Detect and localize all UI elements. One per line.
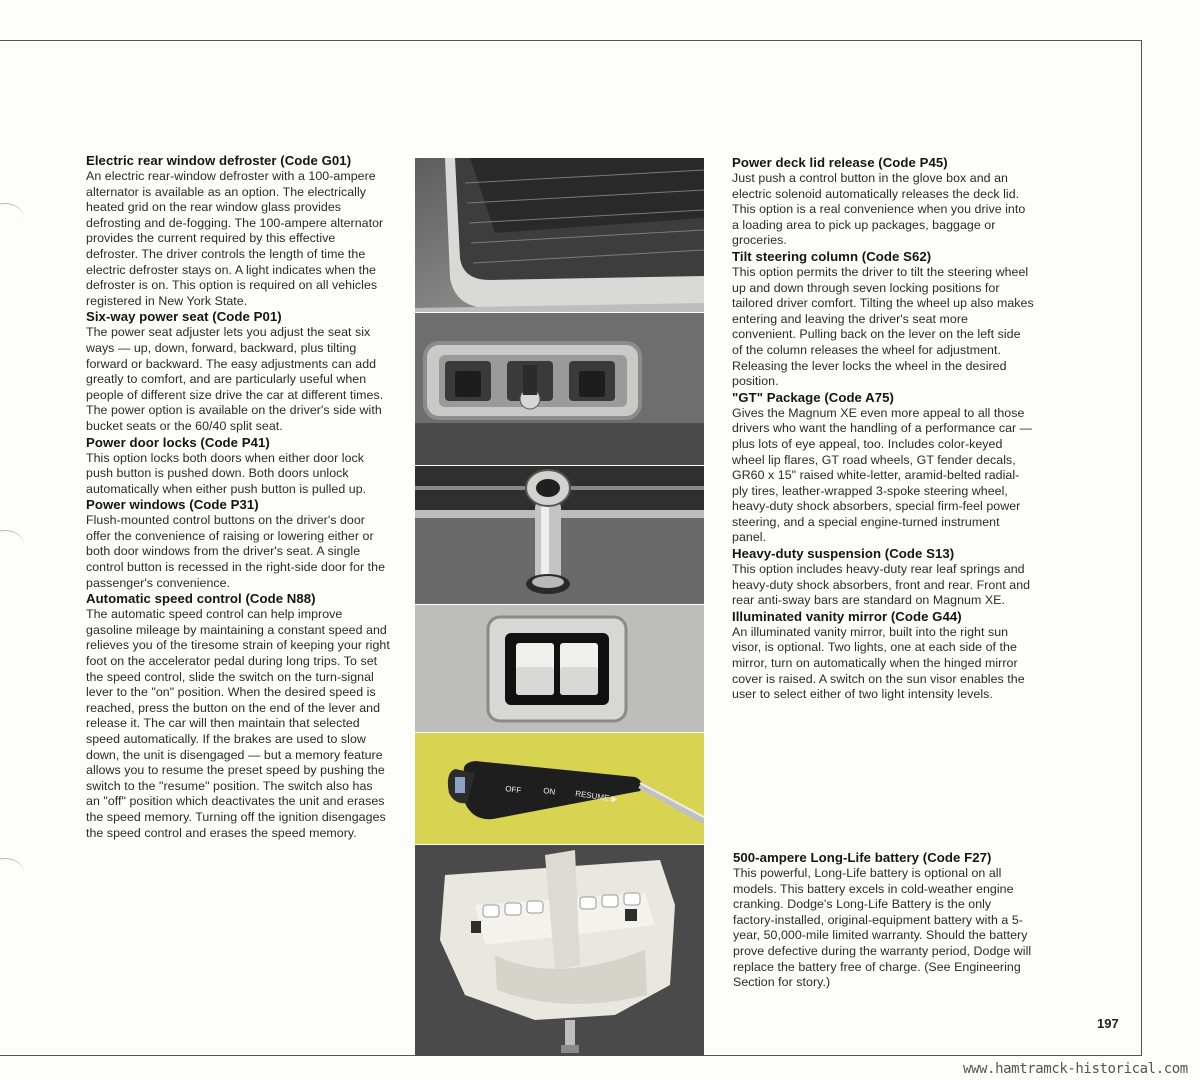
option-heading: Tilt steering column (Code S62) bbox=[732, 248, 932, 264]
top-border bbox=[0, 40, 1141, 41]
option-description: An illuminated vanity mirror, built into the right sun visor, is optional. Two lights, one at each side of the mirror, turn on automatically when the hinged mirror cover is raised. A switch on the sun visor enables the user to select either of two light intensity levels. bbox=[732, 624, 1025, 702]
option-heading: Electric rear window defroster (Code G01) bbox=[86, 153, 352, 168]
option-description: The automatic speed control can help improve gasoline mileage by maintaining a constant speed and relieves you of the tiresome strain of keeping your right foot on the accelerator pedal during long trips. To set the speed control, slide the switch on the turn-signal lever to the "on" position. When the desired speed is reached, press the button on the end of the lever and release it. The car will then maintain that selected speed automatically. If the brakes are used to slow down, the unit is disengaged — but a memory feature allows you to resume the preset speed by pushing the switch to the "resume" position. The switch also has an "off" position which deactivates the unit and erases the speed memory. Turning off the ignition disengages the speed control and erases the speed memory. bbox=[86, 607, 390, 840]
option-description: Just push a control button in the glove box and an electric solenoid automatically releases the deck lid. This option is a real convenience when you drive into a loading area to pick up packages, baggage or groceries. bbox=[732, 171, 1026, 248]
power-seat-switch-photo bbox=[415, 313, 704, 465]
option-description: This option includes heavy-duty rear leaf springs and heavy-duty shock absorbers, front and rear. Front and rear anti-sway bars are standard on Magnum XE. bbox=[732, 562, 1031, 608]
speed-control-on-label: ON bbox=[542, 786, 556, 797]
option-description: Flush-mounted control buttons on the driver's door offer the convenience of raising or lowering either or both door windows from the driver's seat. A single control button is recessed in the right-side door for the passenger's convenience. bbox=[86, 513, 386, 590]
option-heading: Automatic speed control (Code N88) bbox=[86, 591, 316, 607]
speed-control-off-label: OFF bbox=[504, 784, 522, 796]
option-heading: Power deck lid release (Code P45) bbox=[732, 155, 948, 170]
option-description: The power seat adjuster lets you adjust the seat six ways — up, down, forward, backward, plus tilting forward or backward. The easy adjustments can add greatly to comfort, and are particularly useful when people of different size drive the car at different times. The power option is available on the driver's side with bucket seats or the 60/40 split seat. bbox=[86, 325, 384, 433]
option-heading: Heavy-duty suspension (Code S13) bbox=[732, 546, 955, 562]
rear-window-defroster-photo bbox=[415, 158, 704, 312]
left-text-column bbox=[86, 153, 390, 841]
option-section-gt-package bbox=[732, 390, 1034, 546]
speed-control-resume-label: RESUME ▶ bbox=[574, 789, 619, 804]
option-description: This option locks both doors when either door lock push button is pushed down. Both doors unlock automatically when either push button is pulled up. bbox=[86, 450, 367, 496]
option-section-tilt-steering bbox=[732, 249, 1034, 390]
option-section-suspension bbox=[732, 546, 1034, 609]
option-description: This option permits the driver to tilt the steering wheel up and down through seven locking positions for tailored driver comfort. Tilting the wheel up also makes entering and leaving the driver's seat more convenient. Pulling back on the lever on the left side of the column releases the wheel for adjustment. Releasing the lever locks the wheel in the desired position. bbox=[732, 264, 1034, 389]
binder-hole-mark bbox=[0, 530, 24, 561]
source-watermark: www.hamtramck-historical.com bbox=[963, 1061, 1188, 1077]
binder-hole-mark bbox=[0, 858, 24, 889]
binder-hole-mark bbox=[0, 203, 24, 234]
option-description: Gives the Magnum XE even more appeal to all those drivers who want the handling of a performance car — plus lots of eye appeal, too. Includes color-keyed wheel lip flares, GT road wheels, GT fender decals, GR60 x 15" raised white-letter, aramid-belted radial-ply tires, leather-wrapped 3-spoke steering wheel, heavy-duty shock absorbers, special firm-feel power steering, and a special engine-turned instrument panel. bbox=[732, 405, 1033, 545]
option-section-vanity-mirror bbox=[732, 609, 1034, 703]
page-number: 197 bbox=[1097, 1016, 1119, 1031]
speed-control-lever-photo bbox=[415, 733, 704, 844]
long-life-battery-photo bbox=[415, 845, 704, 1056]
option-heading: "GT" Package (Code A75) bbox=[732, 389, 894, 405]
option-section-power-seat bbox=[86, 309, 390, 434]
option-section-deck-lid bbox=[732, 155, 1034, 249]
option-heading: Six-way power seat (Code P01) bbox=[86, 309, 282, 325]
right-text-column bbox=[732, 155, 1034, 703]
option-section-power-windows bbox=[86, 497, 390, 591]
right-border bbox=[1141, 40, 1142, 1055]
door-lock-button-photo bbox=[415, 466, 704, 604]
option-section-defroster bbox=[86, 153, 390, 309]
option-section-door-locks bbox=[86, 435, 390, 498]
option-description: An electric rear-window defroster with a 100-ampere alternator is available as an option. The electrically heated grid on the rear window glass provides defrosting and de-fogging. The 100-ampere alternator provides the current required by this effective defroster. The driver controls the length of time the electric defroster stays on. A light indicates when the defroster is on. This option is required on all vehicles registered in New York State. bbox=[86, 169, 384, 308]
option-section-battery bbox=[733, 850, 1035, 991]
option-heading: 500-ampere Long-Life battery (Code F27) bbox=[733, 850, 992, 865]
option-heading: Illuminated vanity mirror (Code G44) bbox=[732, 608, 962, 624]
option-heading: Power door locks (Code P41) bbox=[86, 434, 270, 450]
option-heading: Power windows (Code P31) bbox=[86, 497, 259, 513]
power-window-switch-photo bbox=[415, 605, 704, 732]
option-section-speed-control bbox=[86, 591, 390, 841]
option-description: This powerful, Long-Life battery is optional on all models. This battery excels in cold-weather engine cranking. Dodge's Long-Life Battery is the only factory-installed, original-equipment battery with a 5-year, 50,000-mile limited warranty. Should the battery prove defective during the warranty period, Dodge will replace the battery free of charge. (See Engineering Section for story.) bbox=[733, 866, 1032, 990]
